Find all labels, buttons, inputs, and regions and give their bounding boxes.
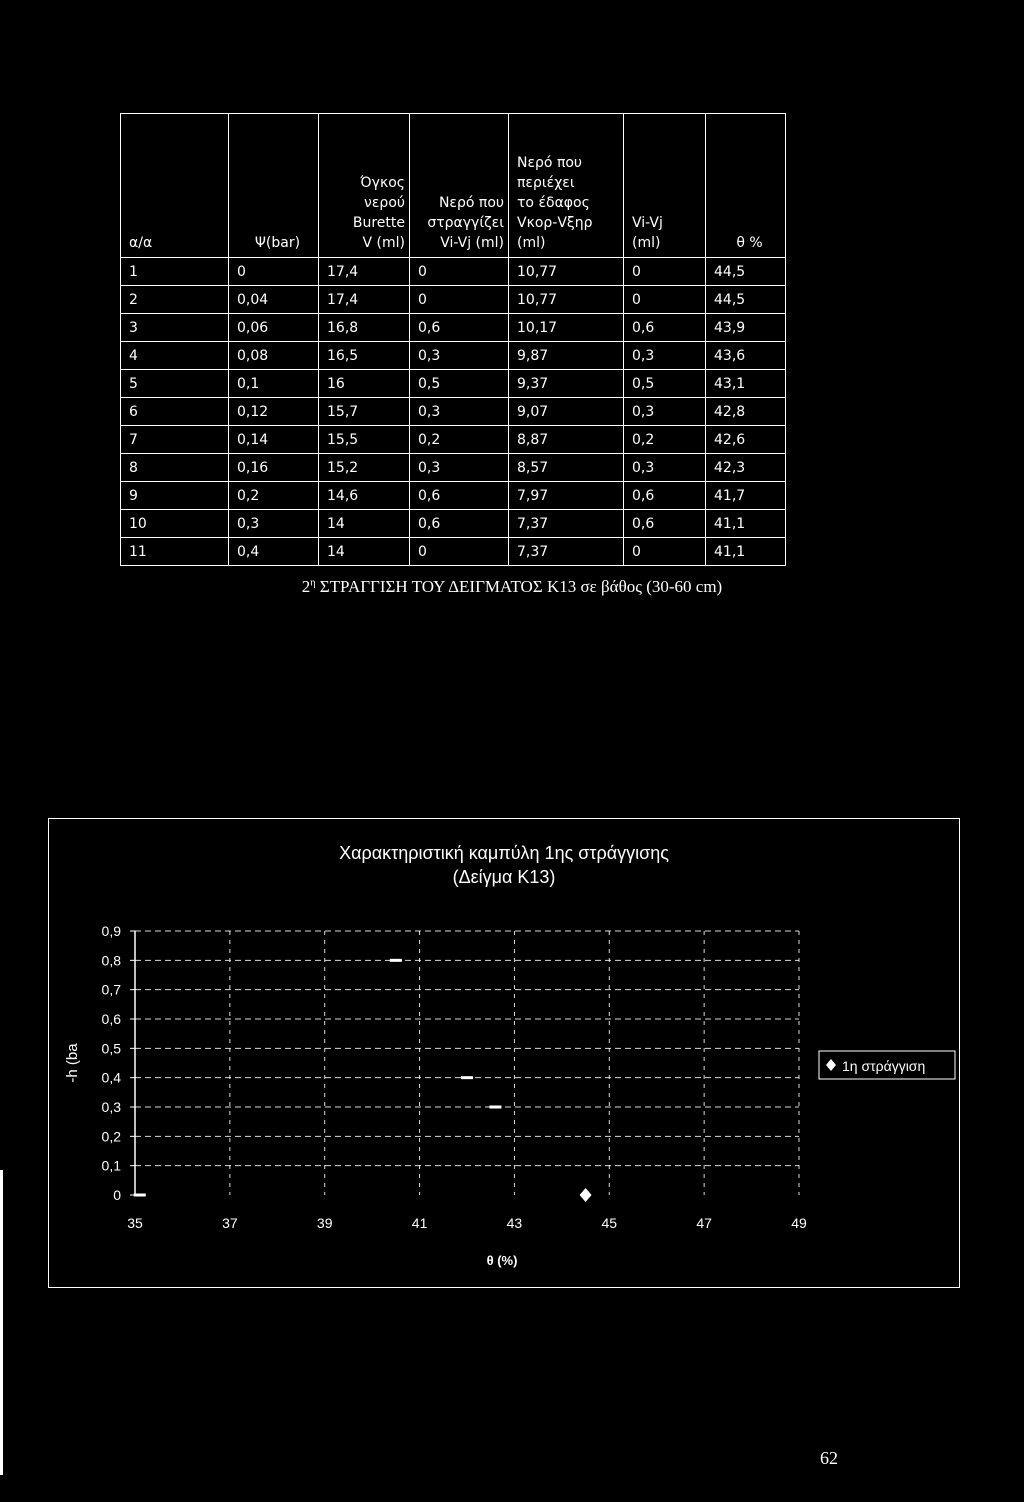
table-cell: 0,5 xyxy=(410,370,509,398)
table-cell: 5 xyxy=(121,370,229,398)
x-axis-label: θ (%) xyxy=(486,1253,518,1268)
y-tick-label: 0 xyxy=(113,1187,121,1203)
legend-label: 1η στράγγιση xyxy=(842,1058,926,1074)
table-cell: 9,07 xyxy=(509,398,624,426)
table-cell: 0,6 xyxy=(624,314,706,342)
table-cell: 44,5 xyxy=(706,286,786,314)
table-cell: 7,37 xyxy=(509,538,624,566)
chart-subtitle: (Δείγμα Κ13) xyxy=(452,867,556,887)
table-cell: 0,3 xyxy=(624,342,706,370)
table-row xyxy=(121,398,786,426)
y-tick-label: 0,4 xyxy=(101,1069,121,1086)
y-tick-label: 0,7 xyxy=(101,981,121,998)
table-cell: 14 xyxy=(319,510,410,538)
table-cell: 9,37 xyxy=(509,370,624,398)
table-cell: 0,6 xyxy=(624,510,706,538)
y-tick-label: 0,3 xyxy=(101,1099,121,1115)
table-cell: 7,37 xyxy=(509,510,624,538)
x-tick-label: 39 xyxy=(316,1215,333,1231)
table-cell: 3 xyxy=(121,314,229,342)
table-cell: 10,17 xyxy=(509,314,624,342)
table-cell: 8,87 xyxy=(509,426,624,454)
table-cell: 0,04 xyxy=(229,286,319,314)
table-row xyxy=(121,258,786,286)
header-cell-psi: Ψ(bar) xyxy=(229,114,319,258)
table-cell: 0,06 xyxy=(229,314,319,342)
table-cell: 15,5 xyxy=(319,426,410,454)
table-cell: 6 xyxy=(121,398,229,426)
y-tick-label: 0,9 xyxy=(101,923,121,939)
table-cell: 0 xyxy=(624,286,706,314)
y-tick-label: 0,6 xyxy=(101,1011,121,1027)
table-cell: 8,57 xyxy=(509,454,624,482)
page-number: 62 xyxy=(820,1448,838,1468)
table-cell: 0,2 xyxy=(410,426,509,454)
table-cell: 16,5 xyxy=(319,342,410,370)
table-cell: 0,4 xyxy=(229,538,319,566)
table-row xyxy=(121,342,786,370)
table-cell: 2 xyxy=(121,286,229,314)
table-cell: 15,2 xyxy=(319,454,410,482)
header-cell-volume: Όγκος νερού Burette V (ml) xyxy=(319,114,410,258)
table-row xyxy=(121,538,786,566)
table-cell: 0,14 xyxy=(229,426,319,454)
y-tick-label: 0,2 xyxy=(101,1128,121,1145)
x-tick-label: 45 xyxy=(601,1215,618,1231)
chart-title: Χαρακτηριστική καμπύλη 1ης στράγγισης xyxy=(339,843,669,863)
table-cell: 4 xyxy=(121,342,229,370)
table-cell: 0,12 xyxy=(229,398,319,426)
data-point-diamond xyxy=(580,1188,592,1202)
table-cell: 41,7 xyxy=(706,482,786,510)
table-cell: 0,3 xyxy=(229,510,319,538)
x-tick-label: 37 xyxy=(222,1215,238,1231)
data-point-mark xyxy=(390,959,402,962)
table-cell: 0,6 xyxy=(410,314,509,342)
table-cell: 41,1 xyxy=(706,538,786,566)
table-cell: 43,9 xyxy=(706,314,786,342)
header-cell-soil-water: Νερό που περιέχει το έδαφος Vκορ-Vξηρ (ml) xyxy=(509,114,624,258)
table-cell: 14 xyxy=(319,538,410,566)
x-tick-label: 49 xyxy=(791,1215,807,1231)
data-point-mark xyxy=(489,1106,501,1109)
table-cell: 0 xyxy=(410,258,509,286)
table-cell: 0,6 xyxy=(410,482,509,510)
table-cell: 7,97 xyxy=(509,482,624,510)
table-cell: 0,3 xyxy=(410,454,509,482)
table-cell: 0,5 xyxy=(624,370,706,398)
table-cell: 0,08 xyxy=(229,342,319,370)
table-cell: 10 xyxy=(121,510,229,538)
table-cell: 42,6 xyxy=(706,426,786,454)
table-cell: 0,3 xyxy=(410,342,509,370)
table-row xyxy=(121,510,786,538)
table-cell: 0,3 xyxy=(624,398,706,426)
table-cell: 44,5 xyxy=(706,258,786,286)
table-cell: 16 xyxy=(319,370,410,398)
table-row xyxy=(121,482,786,510)
header-cell-vi-vj: Vi-Vj (ml) xyxy=(624,114,706,258)
table-cell: 16,8 xyxy=(319,314,410,342)
table-cell: 42,3 xyxy=(706,454,786,482)
data-point-mark xyxy=(461,1076,473,1079)
table-cell: 0,1 xyxy=(229,370,319,398)
header-cell-aa: α/α xyxy=(121,114,229,258)
table-cell: 0 xyxy=(410,286,509,314)
header-cell-theta: θ % xyxy=(706,114,786,258)
table-cell: 15,7 xyxy=(319,398,410,426)
x-tick-label: 41 xyxy=(411,1215,428,1231)
y-tick-label: 0,5 xyxy=(101,1040,121,1057)
table-cell: 0 xyxy=(229,258,319,286)
table-cell: 0 xyxy=(624,538,706,566)
table-cell: 0,6 xyxy=(624,482,706,510)
table-cell: 0,6 xyxy=(410,510,509,538)
table-cell: 17,4 xyxy=(319,286,410,314)
table-cell: 43,1 xyxy=(706,370,786,398)
table-cell: 42,8 xyxy=(706,398,786,426)
table-cell: 9 xyxy=(121,482,229,510)
table-cell: 7 xyxy=(121,426,229,454)
data-table xyxy=(120,113,786,566)
x-tick-label: 47 xyxy=(696,1215,712,1231)
table-header-row xyxy=(121,114,786,258)
header-cell-drained-water: Νερό που στραγγίζει Vi-Vj (ml) xyxy=(410,114,509,258)
table-row xyxy=(121,426,786,454)
table-cell: 0,16 xyxy=(229,454,319,482)
y-tick-label: 0,1 xyxy=(101,1157,121,1174)
table-cell: 11 xyxy=(121,538,229,566)
table-caption: $2^\eta$ ΣΤΡΑΓΓΙΣΗ ΤΟΥ ΔΕΙΓΜΑΤΟΣ Κ13 σε βάθος (30-60 cm) xyxy=(301,577,723,596)
table-cell: 10,77 xyxy=(509,258,624,286)
table-cell: 8 xyxy=(121,454,229,482)
x-tick-label: 35 xyxy=(127,1215,143,1231)
table-cell: 43,6 xyxy=(706,342,786,370)
data-point-mark xyxy=(134,1194,146,1197)
table-cell: 0,2 xyxy=(229,482,319,510)
table-cell: 0 xyxy=(410,538,509,566)
table-cell: 1 xyxy=(121,258,229,286)
table-cell: 17,4 xyxy=(319,258,410,286)
y-tick-label: 0,8 xyxy=(101,952,121,969)
table-cell: 0 xyxy=(624,258,706,286)
x-tick-label: 43 xyxy=(506,1215,523,1231)
table-cell: 41,1 xyxy=(706,510,786,538)
table-cell: 9,87 xyxy=(509,342,624,370)
table-row xyxy=(121,286,786,314)
chart-frame xyxy=(48,818,960,1288)
table-row xyxy=(121,454,786,482)
table-cell: 0,2 xyxy=(624,426,706,454)
table-cell: 14,6 xyxy=(319,482,410,510)
table-cell: 0,3 xyxy=(410,398,509,426)
left-margin-rule xyxy=(0,1170,3,1475)
table-cell: 0,3 xyxy=(624,454,706,482)
table-row xyxy=(121,370,786,398)
chart-svg xyxy=(49,819,959,1287)
y-axis-label: -h (ba xyxy=(64,1043,81,1083)
table-row xyxy=(121,314,786,342)
table-cell: 10,77 xyxy=(509,286,624,314)
